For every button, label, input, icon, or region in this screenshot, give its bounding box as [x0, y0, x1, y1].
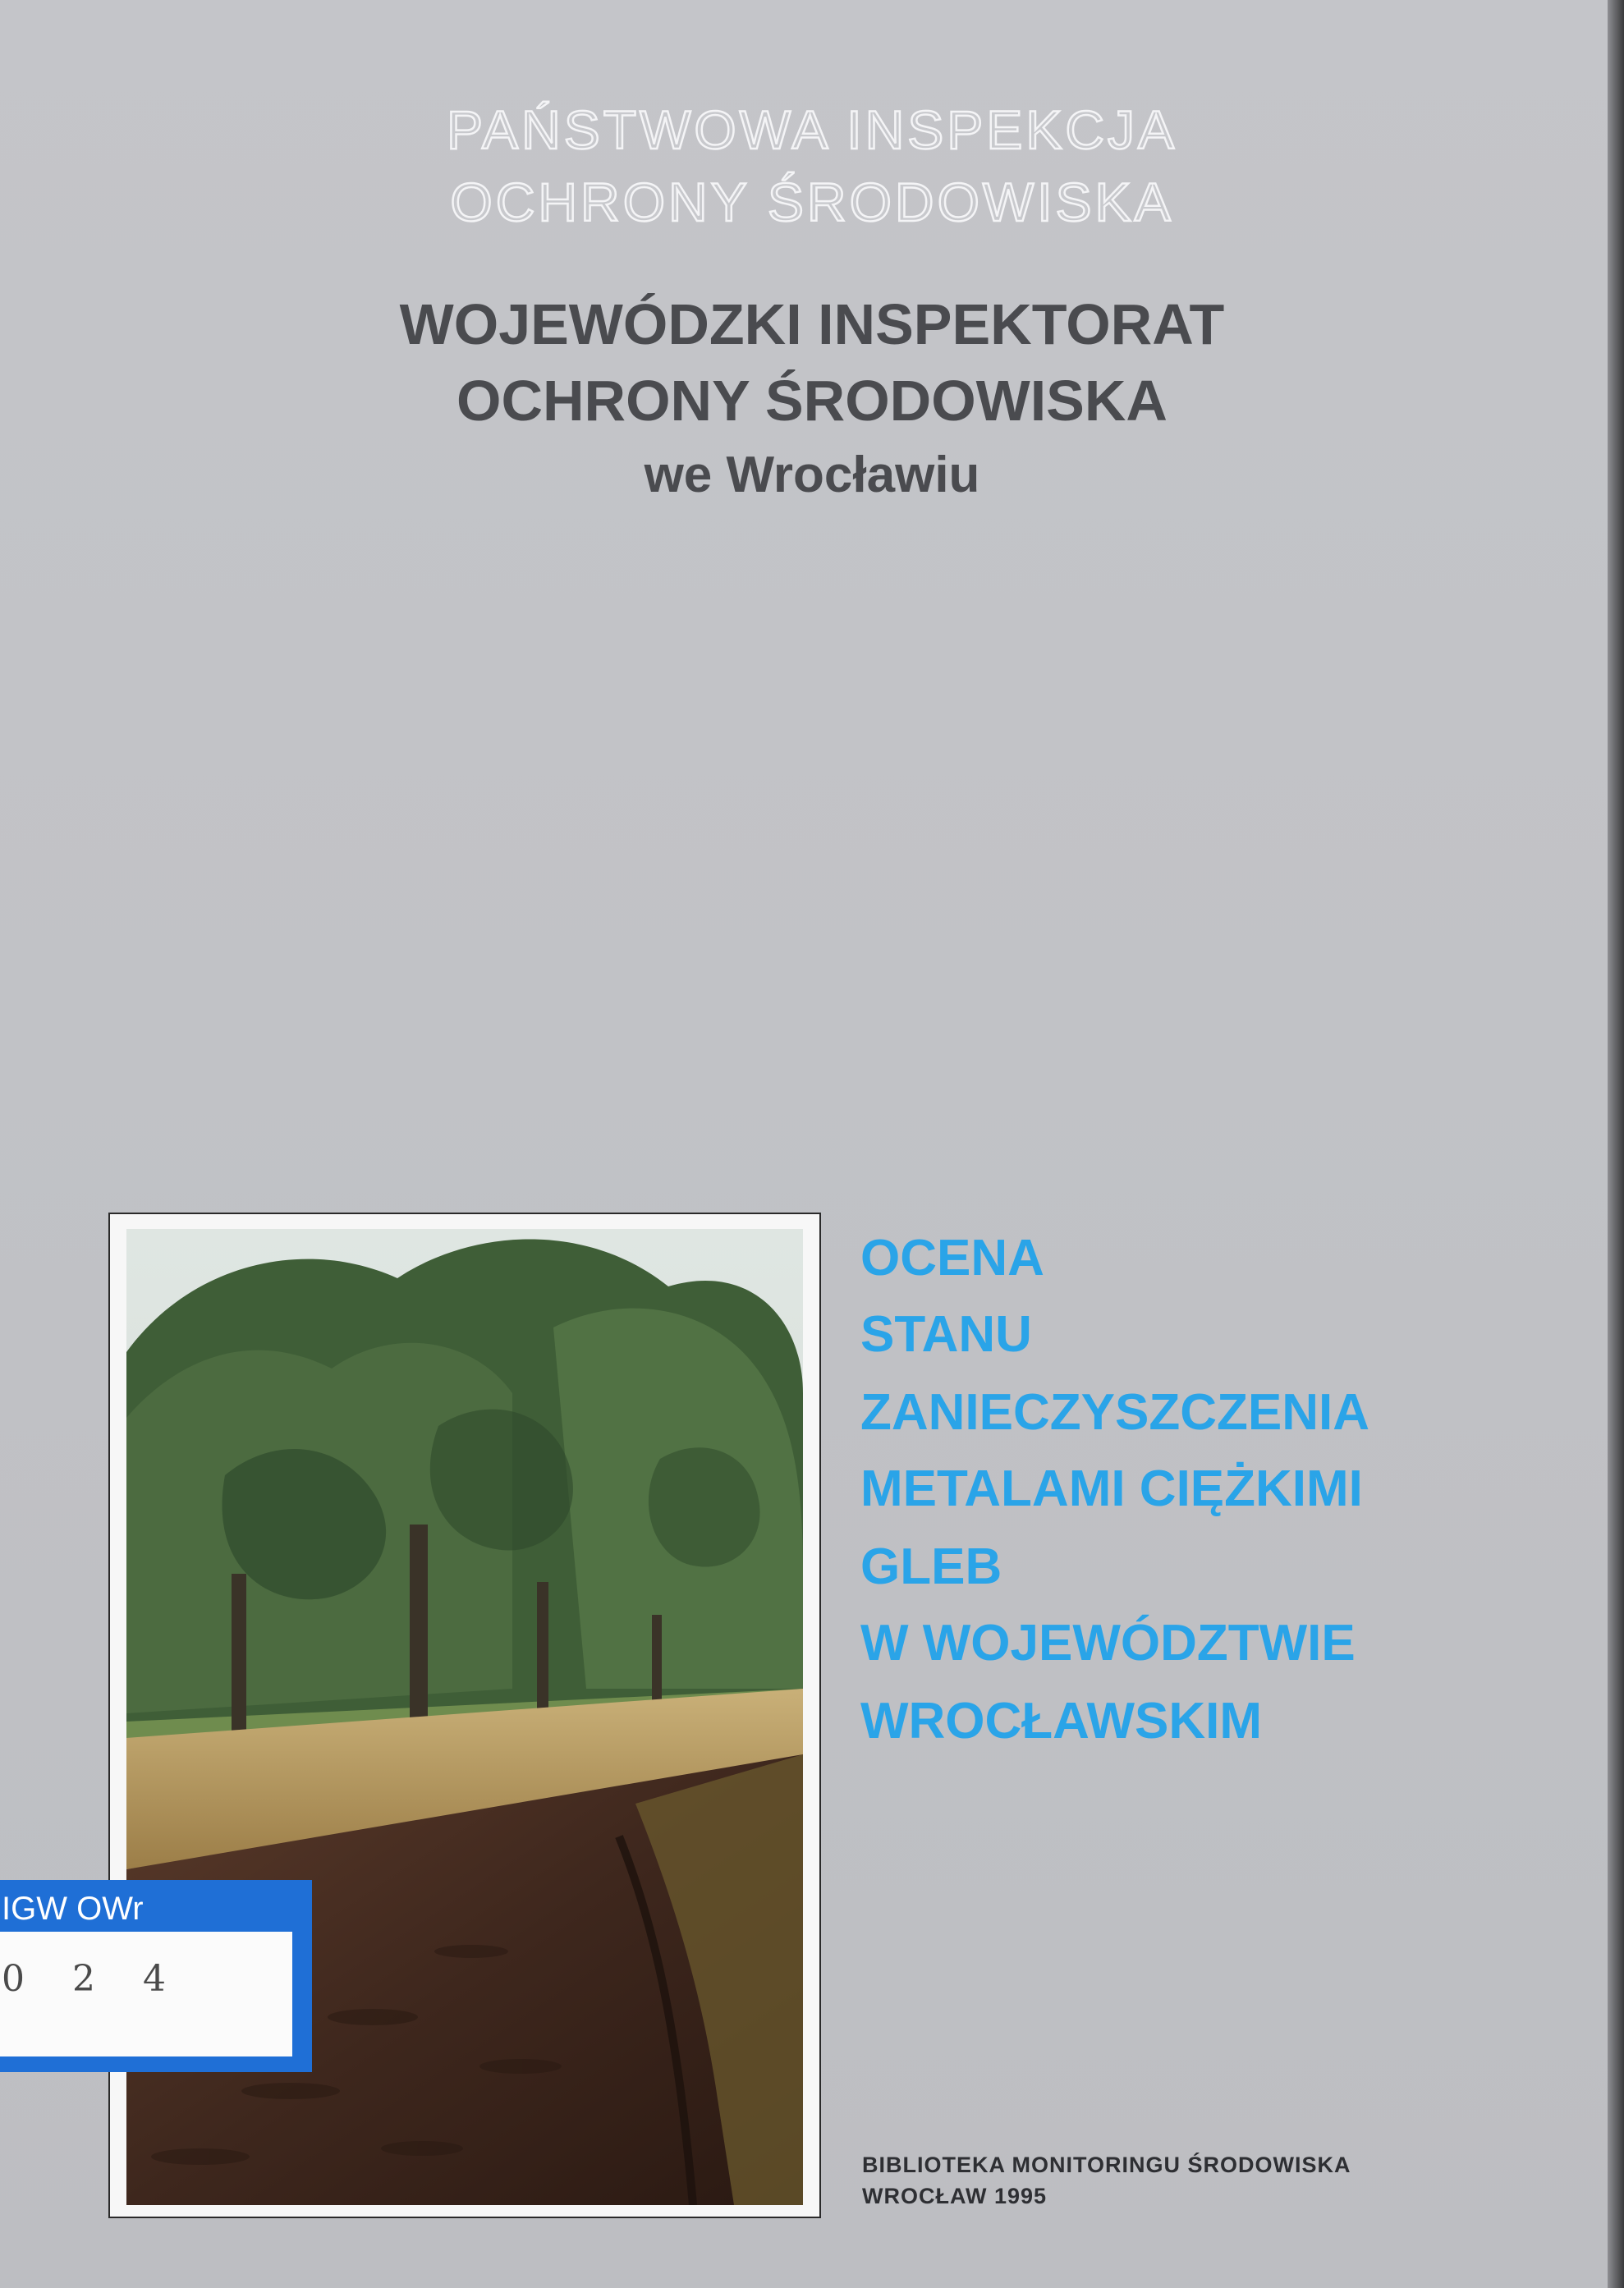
title-line: ZANIECZYSZCZENIA — [860, 1384, 1369, 1441]
library-label-number: 0 2 4 — [2, 1958, 184, 2000]
imprint-place-year: WROCŁAW 1995 — [862, 2184, 1048, 2208]
title-line: GLEB — [860, 1538, 1002, 1595]
title-line: WROCŁAWSKIM — [860, 1693, 1263, 1749]
title-line: W WOJEWÓDZTWIE — [860, 1615, 1356, 1671]
agency-line-1: PAŃSTWOWA INSPEKCJA — [446, 99, 1178, 160]
title-line: METALAMI CIĘŻKIMI — [860, 1460, 1363, 1517]
title-line: OCENA — [860, 1230, 1044, 1286]
inspectorate-line-1: WOJEWÓDZKI INSPEKTORAT — [399, 292, 1225, 356]
inspectorate-city: we Wrocławiu — [644, 447, 980, 503]
title-line: STANU — [860, 1306, 1032, 1363]
series-name: BIBLIOTEKA MONITORINGU ŚRODOWISKA — [862, 2153, 1351, 2177]
library-label-code: IGW OWr — [2, 1891, 144, 1927]
inspectorate-line-2: OCHRONY ŚRODOWISKA — [456, 369, 1168, 433]
agency-line-2: OCHRONY ŚRODOWISKA — [450, 172, 1174, 232]
